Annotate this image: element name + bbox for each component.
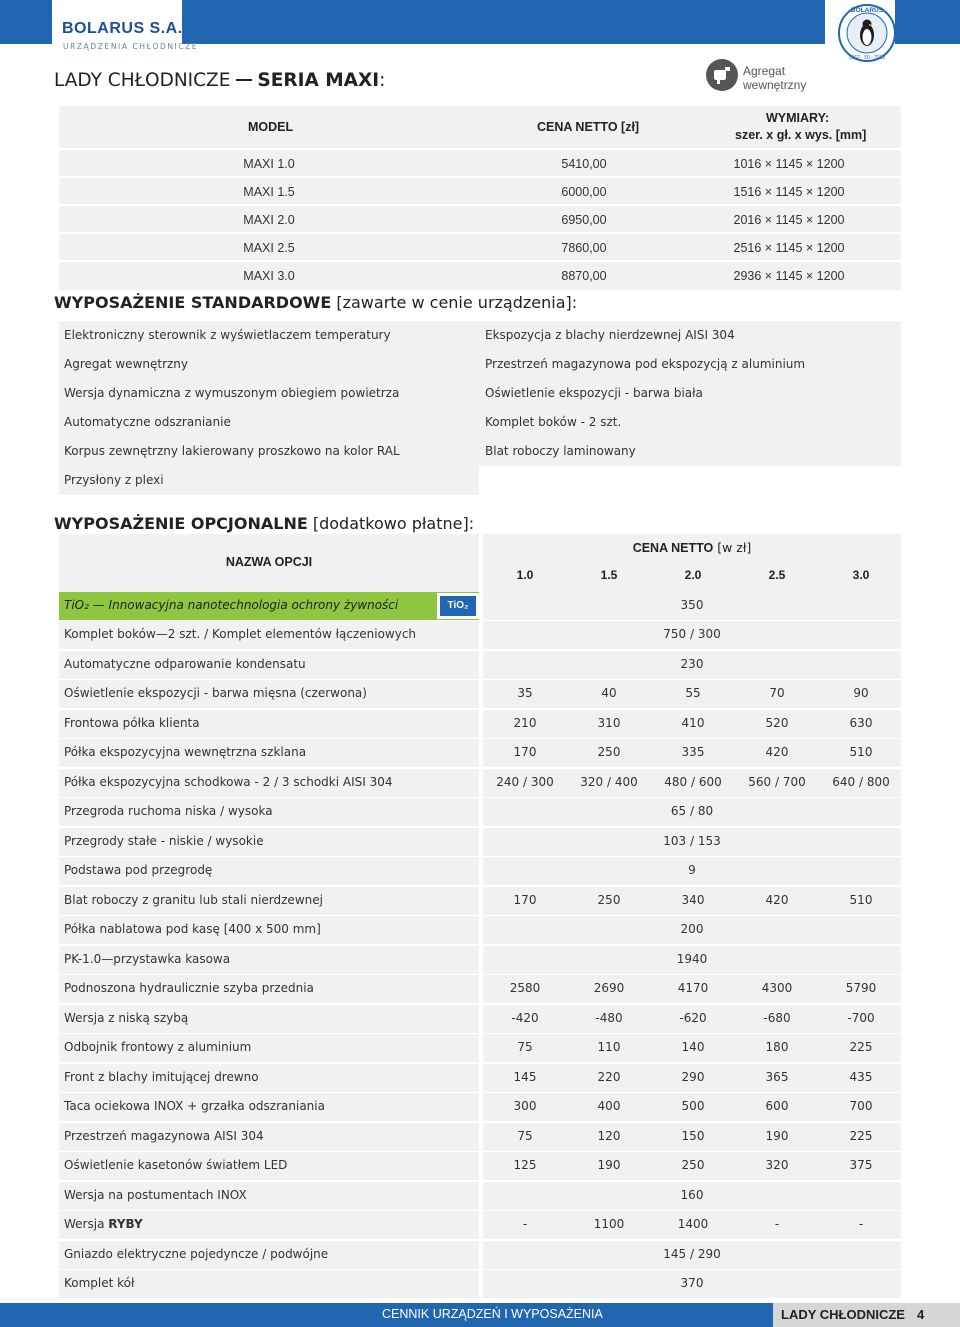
merged-price: 145 / 290	[663, 1246, 721, 1261]
standard-item-right: Oświetlenie ekspozycji - barwa biała	[485, 386, 703, 400]
option-name	[64, 1011, 188, 1025]
brand-logo: BOLARUS S.A.	[62, 20, 183, 37]
price-cell: 700	[849, 1099, 873, 1113]
brand-subtitle: URZĄDZENIA CHŁODNICZE	[63, 42, 199, 51]
option-name-text: Komplet boków—2 szt. / Komplet elementów łączeniowych	[64, 627, 417, 641]
dims-cell: 2016 × 1145 × 1200	[733, 213, 845, 227]
agregat-label-1: Agregat	[743, 64, 786, 78]
price-cell: 190	[597, 1158, 621, 1172]
standard-row	[59, 437, 901, 466]
table-row	[59, 1152, 901, 1180]
page-number: 4	[917, 1307, 925, 1322]
dims-cell: 2516 × 1145 × 1200	[733, 241, 845, 255]
tio2-badge	[437, 593, 479, 619]
standard-row	[59, 408, 901, 437]
option-name	[64, 863, 212, 877]
option-name	[64, 834, 264, 848]
table-row	[59, 148, 901, 178]
option-name	[64, 1217, 143, 1231]
optional-table-header	[59, 534, 901, 592]
models-table-header	[59, 106, 901, 150]
option-name	[64, 1247, 328, 1261]
option-name-text: Półka nablatowa pod kasę [400 x 500 mm]	[64, 922, 321, 936]
model-cell: MAXI 1.0	[243, 157, 295, 171]
price-cell: 240 / 300	[496, 774, 554, 789]
price-cell: 170	[513, 892, 537, 907]
table-row	[59, 828, 901, 856]
table-row	[59, 204, 901, 234]
price-cell: -420	[511, 1010, 539, 1025]
price-cell: 600	[765, 1099, 789, 1113]
standard-item-left: Przysłony z plexi	[64, 473, 164, 487]
dims-cell: 1516 × 1145 × 1200	[733, 185, 845, 199]
option-name-text: Wersja	[64, 1217, 109, 1231]
option-name	[64, 981, 314, 995]
table-row	[59, 176, 901, 206]
col-option-name-cell	[59, 534, 479, 592]
table-row	[59, 260, 901, 290]
table-row	[59, 1182, 901, 1210]
price-cell: 35	[517, 686, 533, 700]
standard-item-left: Automatyczne odszranianie	[64, 415, 231, 429]
merged-price: 230	[680, 656, 704, 671]
standard-row	[59, 379, 901, 408]
price-cell: 145	[513, 1069, 537, 1084]
price-cell: 520	[765, 715, 789, 730]
option-name	[64, 1099, 325, 1113]
standard-row	[59, 321, 901, 350]
merged-price: 9	[688, 863, 696, 877]
option-name	[64, 775, 393, 789]
size-label: 1.5	[600, 568, 618, 582]
option-name-text: Przegrody stałe - niskie / wysokie	[64, 833, 264, 848]
size-label: 3.0	[852, 568, 870, 582]
merged-price: 370	[680, 1276, 704, 1290]
table-row	[59, 916, 901, 944]
title-dash	[236, 79, 252, 81]
col-price-bold: CENA NETTO	[632, 541, 714, 555]
optional-title-rest: [dodatkowo płatne]:	[307, 514, 475, 533]
table-row	[59, 1211, 901, 1239]
option-name	[64, 922, 321, 936]
table-row	[59, 769, 901, 797]
table-row	[59, 621, 901, 649]
price-cell: 5790	[845, 981, 877, 995]
price-cell: 8870,00	[561, 269, 607, 283]
option-name-bold: RYBY	[108, 1217, 143, 1231]
standard-item-right: Blat roboczy laminowany	[485, 444, 636, 458]
model-cell: MAXI 3.0	[243, 269, 295, 283]
option-name-text: Automatyczne odparowanie kondensatu	[64, 656, 306, 671]
option-name-text: Wersja na postumentach INOX	[64, 1187, 247, 1202]
standard-item-right: Przestrzeń magazynowa pod ekspozycją z aluminium	[485, 357, 806, 371]
price-cell: 90	[853, 686, 869, 700]
option-name-text: Taca ociekowa INOX + grzałka odszraniania	[64, 1099, 325, 1113]
col-dims-line1: WYMIARY:	[766, 111, 830, 125]
col-option-name: NAZWA OPCJI	[225, 555, 313, 569]
size-label: 2.5	[768, 568, 786, 582]
price-cell: 630	[849, 715, 873, 730]
price-cell: 40	[601, 686, 617, 700]
optional-section-title	[54, 514, 474, 533]
price-cell: -680	[763, 1010, 791, 1025]
standard-title-rest: [zawarte w cenie urządzenia]:	[331, 293, 578, 312]
price-cell: -620	[679, 1010, 707, 1025]
option-name-text: Półka ekspozycyjna wewnętrzna szklana	[64, 745, 307, 759]
option-name-text: Podnoszona hydraulicznie szyba przednia	[64, 981, 314, 995]
table-row	[59, 680, 901, 708]
price-cell: 170	[513, 745, 537, 759]
price-cell: 225	[849, 1128, 873, 1143]
col-dims-line2: szer. x gł. x wys. [mm]	[735, 128, 867, 142]
price-cell: 310	[597, 715, 621, 730]
standard-item-left: Agregat wewnętrzny	[64, 357, 189, 371]
price-cell: -	[522, 1217, 528, 1231]
option-name	[64, 1040, 251, 1054]
standard-item-left: Elektroniczny sterownik z wyświetlaczem temperatury	[64, 328, 391, 342]
price-cell: -	[774, 1217, 780, 1231]
col-price-rest: [w zł]	[713, 540, 752, 555]
price-cell: -	[858, 1217, 864, 1231]
price-cell: -700	[847, 1010, 875, 1025]
table-row	[59, 798, 901, 826]
price-cell: 560 / 700	[748, 774, 806, 789]
price-cell: 365	[765, 1069, 789, 1084]
price-cell: 420	[765, 892, 789, 907]
merged-price: 350	[680, 598, 704, 612]
model-cell: MAXI 2.0	[243, 213, 295, 227]
price-cell: 2690	[593, 981, 625, 995]
option-name	[64, 686, 367, 700]
price-cell: 340	[681, 892, 705, 907]
option-name	[64, 745, 306, 759]
price-cell: 120	[597, 1128, 621, 1143]
col-model: MODEL	[248, 120, 294, 134]
emblem-text: BOLARUS	[850, 7, 884, 14]
table-row	[59, 1241, 901, 1269]
table-row	[59, 857, 901, 885]
price-cell: 335	[681, 745, 705, 759]
header-bar-right	[895, 0, 960, 44]
optional-title-bold: WYPOSAŻENIE OPCJONALNE	[54, 514, 308, 533]
table-row	[59, 739, 901, 767]
price-cell: 320	[765, 1158, 789, 1172]
price-cell: 225	[849, 1040, 873, 1054]
option-name	[64, 893, 323, 907]
option-name-text: Odbojnik frontowy z aluminium	[64, 1040, 252, 1054]
price-cell: 375	[849, 1158, 873, 1172]
option-name-text: Front z blachy imitującej drewno	[64, 1069, 259, 1084]
standard-row	[59, 350, 901, 379]
merged-price: 1940	[676, 951, 708, 966]
col-price-title	[483, 540, 901, 555]
option-name-text: Wersja z niską szybą	[64, 1010, 189, 1025]
option-name	[64, 952, 230, 966]
standard-title-bold: WYPOSAŻENIE STANDARDOWE	[54, 293, 332, 312]
size-label: 1.0	[516, 568, 534, 582]
price-cell: 500	[681, 1099, 705, 1113]
price-cell: 400	[597, 1099, 621, 1113]
price-cell: 435	[849, 1069, 873, 1084]
price-cell: 640 / 800	[832, 774, 890, 789]
price-cell: 180	[765, 1040, 789, 1054]
footer-title: CENNIK URZĄDZEŃ I WYPOSAŻENIA	[382, 1307, 603, 1321]
price-cell: 150	[681, 1128, 705, 1143]
table-row	[59, 1005, 901, 1033]
option-name-text: Gniazdo elektryczne pojedyncze / podwójne	[64, 1246, 329, 1261]
price-cell: 110	[597, 1040, 621, 1054]
merged-price: 103 / 153	[663, 833, 721, 848]
price-cell: 4170	[677, 981, 709, 995]
option-name	[64, 1188, 247, 1202]
price-cell: 1400	[677, 1217, 709, 1231]
dims-cell: 2936 × 1145 × 1200	[733, 269, 845, 283]
price-cell: 7860,00	[561, 241, 607, 255]
option-name	[64, 716, 200, 730]
option-name	[64, 804, 273, 818]
standard-item-left: Wersja dynamiczna z wymuszonym obiegiem powietrza	[64, 386, 400, 400]
option-name-text: Półka ekspozycyjna schodkowa - 2 / 3 schodki AISI 304	[64, 774, 393, 789]
price-cell: 210	[513, 715, 537, 730]
price-cell: 250	[597, 745, 621, 759]
standard-item-right: Ekspozycja z blachy nierdzewnej AISI 304	[485, 328, 735, 342]
model-cell: MAXI 1.5	[243, 185, 295, 199]
table-row	[59, 887, 901, 915]
price-cell: 190	[765, 1128, 789, 1143]
price-cell: 410	[681, 715, 705, 730]
option-name-text: Oświetlenie kasetonów światłem LED	[64, 1158, 288, 1172]
col-price-cell	[483, 534, 901, 592]
emblem-years: 1962 · 50 · 2012	[848, 55, 886, 61]
table-row	[59, 1064, 901, 1092]
option-name	[64, 657, 306, 671]
option-name-text: Oświetlenie ekspozycji - barwa mięsna (czerwona)	[64, 686, 367, 700]
standard-row	[59, 466, 479, 495]
price-cell: 75	[517, 1128, 533, 1143]
standard-item-left: Korpus zewnętrzny lakierowany proszkowo na kolor RAL	[64, 444, 400, 458]
price-cell: 75	[517, 1040, 533, 1054]
price-cell: 420	[765, 745, 789, 759]
title-prefix: LADY CHŁODNICZE	[54, 70, 231, 91]
anniversary-emblem-icon	[838, 2, 896, 64]
size-label: 2.0	[684, 568, 702, 582]
price-cell: 290	[681, 1069, 705, 1084]
table-row	[59, 1123, 901, 1151]
price-cell: 480 / 600	[664, 774, 722, 789]
table-row	[59, 1270, 901, 1298]
option-name-text: Komplet kół	[64, 1276, 135, 1290]
tio2-row	[59, 592, 901, 620]
price-cell: 6000,00	[561, 185, 607, 199]
title-series: SERIA MAXI	[257, 70, 380, 91]
page-title	[54, 70, 385, 91]
option-name	[64, 1129, 264, 1143]
price-cell: 510	[849, 745, 873, 759]
col-price: CENA NETTO [zł]	[537, 120, 640, 134]
merged-price: 65 / 80	[670, 804, 714, 818]
price-cell: 6950,00	[561, 213, 607, 227]
tio2-logo-icon: TiO₂	[440, 596, 476, 616]
table-row	[59, 946, 901, 974]
option-name-text: Frontowa półka klienta	[64, 715, 200, 730]
tio2-name: TiO₂ — Innowacyjna nanotechnologia ochrony żywności	[64, 598, 399, 612]
price-cell: 55	[685, 686, 701, 700]
model-cell: MAXI 2.5	[243, 241, 295, 255]
option-name	[64, 1276, 134, 1290]
price-cell: 300	[513, 1099, 537, 1113]
page-header	[0, 0, 960, 55]
merged-price: 750 / 300	[663, 627, 721, 641]
table-row	[59, 232, 901, 262]
option-name-text: Przegroda ruchoma niska / wysoka	[64, 804, 273, 818]
agregat-label-2: wewnętrzny	[743, 78, 807, 92]
option-name-text: Podstawa pod przegrodę	[64, 863, 213, 877]
standard-item-right: Komplet boków - 2 szt.	[485, 415, 622, 429]
option-name-text: Blat roboczy z granitu lub stali nierdzewnej	[64, 892, 323, 907]
price-cell: 1100	[593, 1217, 625, 1231]
table-row	[59, 651, 901, 679]
title-suffix: :	[379, 70, 386, 91]
merged-price: 160	[680, 1187, 704, 1202]
price-cell: 2580	[509, 981, 541, 995]
price-cell: 4300	[761, 981, 793, 995]
table-row	[59, 710, 901, 738]
price-cell: 220	[597, 1069, 621, 1084]
price-cell: -480	[595, 1010, 623, 1025]
footer-section: LADY CHŁODNICZE	[781, 1307, 905, 1322]
option-name	[64, 1158, 287, 1172]
price-cell: 70	[769, 686, 785, 700]
table-row	[59, 1034, 901, 1062]
table-row	[59, 975, 901, 1003]
price-cell: 250	[597, 892, 621, 907]
agregat-badge	[705, 56, 825, 100]
price-cell: 140	[681, 1040, 705, 1054]
price-cell: 320 / 400	[580, 774, 638, 789]
price-cell: 510	[849, 892, 873, 907]
standard-section-title	[54, 293, 577, 312]
table-row	[59, 1093, 901, 1121]
dims-cell: 1016 × 1145 × 1200	[733, 157, 845, 171]
option-name-text: Przestrzeń magazynowa AISI 304	[64, 1128, 264, 1143]
option-name	[64, 1070, 259, 1084]
option-name-text: PK-1.0—przystawka kasowa	[64, 951, 231, 966]
compressor-icon	[705, 58, 739, 92]
merged-price: 200	[680, 922, 704, 936]
price-cell: 250	[681, 1158, 705, 1172]
price-cell: 5410,00	[561, 157, 607, 171]
option-name	[64, 627, 416, 641]
price-cell: 125	[513, 1158, 537, 1172]
